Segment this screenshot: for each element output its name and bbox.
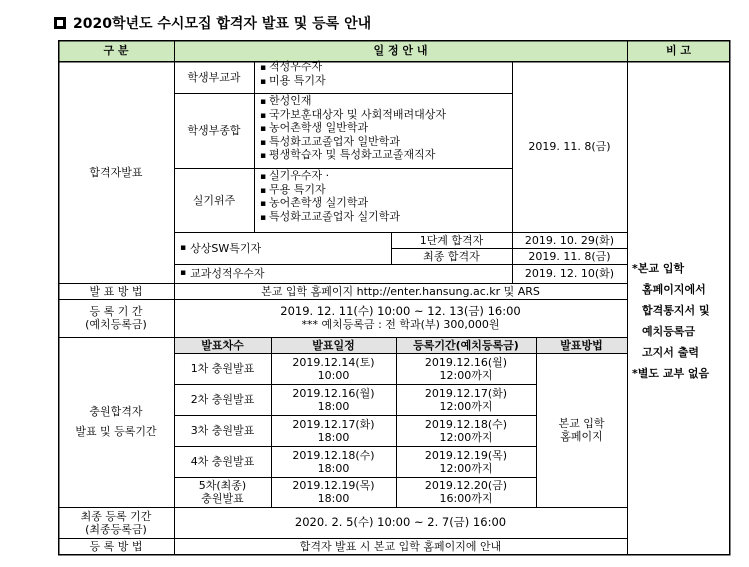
round-text-line2: 충원발표 (201, 492, 244, 505)
remark-line: 고지서 출력 (642, 346, 699, 359)
reg-time-text: 16:00까지 (439, 492, 493, 505)
list-item: ▪ 국가보훈대상자 및 사회적배려대상자 (260, 109, 446, 123)
remark-line: 홈페이지에서 (642, 283, 706, 296)
date-text: 2019.12.19(목) (292, 479, 375, 492)
group-name-2-text: 학생부종합 (187, 124, 241, 137)
additional-label-line2: 발표 및 등록기간 (75, 425, 157, 438)
date-text: 2019.12.16(월) (292, 386, 375, 400)
registration-note: *** 예치등록금 : 전 학과(부) 300,000원 (301, 318, 500, 331)
sw-stage1-label-text: 1단계 합격자 (419, 233, 484, 247)
main-announce-date-text: 2019. 11. 8(금) (528, 140, 611, 153)
grade-date-text: 2019. 12. 10(화) (524, 267, 615, 280)
registration-period: 2019. 12. 11(수) 10:00 ~ 12. 13(금) 16:00 (280, 304, 521, 318)
time-text: 18:00 (317, 399, 350, 413)
sw-final-label-text: 최종 합격자 (423, 249, 480, 263)
list-item: ▪ 특성화고교졸업자 일반학과 (260, 136, 446, 150)
reg-text: 2019.12.20(금) (424, 479, 508, 492)
registration-label-line1: 등 록 기 간 (89, 305, 143, 318)
header-category-label: 구 분 (103, 44, 129, 57)
grade-label-text: 교과성적우수자 (190, 267, 265, 280)
time-text: 10:00 (317, 368, 350, 382)
sw-label-text: 상상SW특기자 (190, 241, 262, 255)
reg-time-text: 12:00까지 (439, 461, 493, 475)
announce-method-value-text: 본교 입학 홈페이지 http://enter.hansung.ac.kr 및 ARS (261, 284, 540, 298)
remark-line: *본교 입학 (632, 262, 685, 275)
reg-time-text: 12:00까지 (439, 399, 493, 413)
time-text: 18:00 (317, 492, 350, 505)
date-text: 2019.12.18(수) (292, 448, 375, 462)
list-item: ▪ 특성화고교졸업자 실기학과 (260, 211, 400, 225)
list-item: ▪ 농어촌학생 일반학과 (260, 122, 446, 136)
reg-text: 2019.12.18(수) (424, 417, 508, 431)
list-item: ▪ 농어촌학생 실기학과 (260, 197, 400, 211)
list-item: ▪ 적성우수자 (260, 61, 326, 75)
group-name-3-text: 실기위주 (192, 193, 236, 207)
round-text: 3차 충원발표 (190, 424, 255, 437)
group-name-1-text: 학생부교과 (187, 70, 241, 84)
date-text: 2019.12.17(화) (292, 417, 375, 431)
additional-method-line2: 홈페이지 (560, 430, 603, 443)
reg-text: 2019.12.19(목) (424, 448, 508, 462)
col-reg-header-text: 등록기간(예치등록금) (413, 338, 519, 352)
list-item: ▪ 한성인재 (260, 95, 446, 109)
registration-label-line2: (예치등록금) (85, 318, 147, 331)
header-remarks-label: 비 고 (665, 44, 692, 57)
reg-method-value-text: 합격자 발표 시 본교 입학 홈페이지에 안내 (299, 540, 502, 553)
sw-bullet-icon: ▪ (180, 242, 187, 253)
col-round-header-text: 발표차수 (201, 338, 244, 352)
list-item: ▪ 실기우수자 · (260, 170, 400, 184)
remark-line: *별도 교부 없음 (632, 367, 710, 380)
reg-text: 2019.12.17(화) (424, 386, 508, 400)
list-item: ▪ 평생학습자 및 특성화고교졸재직자 (260, 149, 446, 163)
title-text: 2020학년도 수시모집 합격자 발표 및 등록 안내 (73, 16, 372, 32)
admission-label-text: 합격자발표 (89, 165, 143, 179)
sw-stage1-date-text: 2019. 10. 29(화) (524, 233, 615, 247)
reg-time-text: 12:00까지 (439, 368, 493, 382)
list-item: ▪ 무용 특기자 (260, 184, 400, 198)
round-text: 2차 충원발표 (190, 393, 255, 406)
round-text: 1차 충원발표 (190, 362, 255, 375)
grade-bullet-icon: ▪ (180, 268, 187, 278)
round-text: 5차(최종) (198, 479, 247, 492)
reg-text: 2019.12.16(월) (424, 355, 508, 369)
time-text: 18:00 (317, 430, 350, 444)
header-schedule-label: 일 정 안 내 (373, 44, 428, 57)
sw-final-date-text: 2019. 11. 8(금) (528, 249, 611, 263)
remark-line: 합격통지서 및 (642, 304, 710, 317)
round-text: 4차 충원발표 (190, 455, 255, 468)
final-registration-value-text: 2020. 2. 5(수) 10:00 ~ 2. 7(금) 16:00 (294, 515, 507, 529)
additional-label-line1: 충원합격자 (89, 405, 143, 418)
announce-method-label-text: 발 표 방 법 (89, 284, 143, 298)
additional-method-line1: 본교 입학 (558, 417, 605, 430)
col-method-header-text: 발표방법 (560, 338, 603, 352)
date-text: 2019.12.14(토) (292, 355, 375, 369)
reg-method-label-text: 등 록 방 법 (89, 540, 143, 553)
remark-line: 예치등록금 (642, 325, 696, 338)
final-registration-label-line2: (최종등록금) (85, 522, 147, 536)
list-item: ▪ 미용 특기자 (260, 75, 326, 89)
time-text: 18:00 (317, 461, 350, 475)
final-registration-label-line1: 최종 등록 기간 (80, 509, 152, 523)
col-date-header-text: 발표일정 (312, 338, 355, 352)
reg-time-text: 12:00까지 (439, 430, 493, 444)
